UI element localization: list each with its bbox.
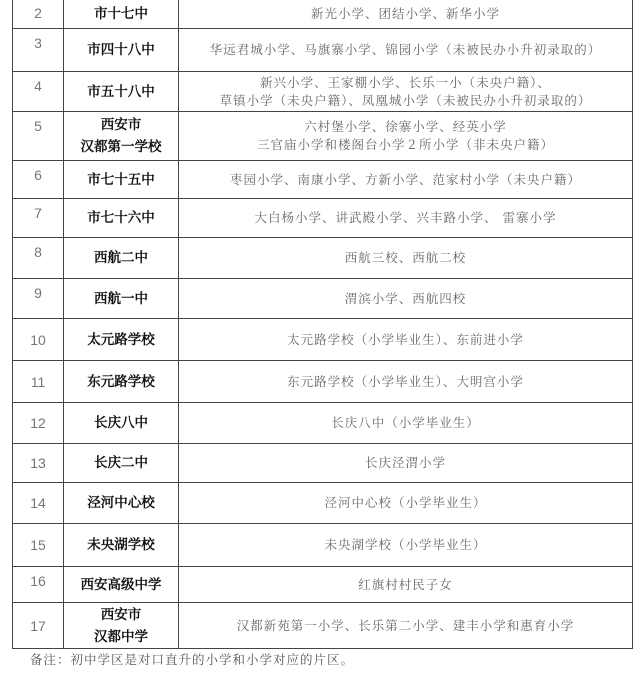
- middle-school-name: [64, 29, 179, 72]
- row-number: 5: [13, 112, 64, 161]
- middle-school-name: [64, 319, 179, 361]
- primary-school-areas: [179, 238, 633, 279]
- table-row: [13, 403, 633, 444]
- school-name-line: 市七十五中: [87, 171, 155, 188]
- middle-school-name: [64, 524, 179, 567]
- area-line: 大白杨小学、讲武殿小学、兴丰路小学、 雷寨小学: [254, 210, 557, 225]
- school-name-line: 市十七中: [94, 5, 148, 22]
- footnote: 备注：初中学区是对口直升的小学和小学对应的片区。: [30, 652, 355, 667]
- row-number: 3: [13, 29, 64, 72]
- middle-school-name: [64, 238, 179, 279]
- middle-school-name: [64, 444, 179, 483]
- area-line: 未央湖学校（小学毕业生）: [324, 537, 487, 552]
- middle-school-name: [64, 161, 179, 199]
- school-name-line: 汉都中学: [94, 628, 148, 645]
- primary-school-areas: [179, 319, 633, 361]
- primary-school-areas: [179, 483, 633, 524]
- school-name-line: 市四十八中: [87, 42, 155, 58]
- row-number: 14: [13, 483, 64, 524]
- row-number: 17: [13, 603, 64, 649]
- primary-school-areas: [179, 161, 633, 199]
- table-row: [13, 199, 633, 238]
- middle-school-name: [64, 567, 179, 603]
- school-name-line: 西安市: [100, 606, 142, 623]
- area-line: 渭滨小学、西航四校: [344, 290, 467, 306]
- row-number: 8: [13, 238, 64, 279]
- row-number: 9: [13, 279, 64, 319]
- area-line: 太元路学校（小学毕业生）、东前进小学: [287, 331, 524, 347]
- school-name-line: 西航二中: [94, 250, 148, 266]
- school-name-line: 西安市: [100, 117, 142, 133]
- table-row: [13, 444, 633, 483]
- primary-school-areas: [179, 0, 633, 29]
- area-line: 新兴小学、王家棚小学、长乐一小（未央户籍）、: [260, 74, 551, 90]
- primary-school-areas: [179, 444, 633, 483]
- primary-school-areas: [179, 361, 633, 403]
- table-row: [13, 112, 633, 161]
- area-line: 红旗村村民子女: [358, 576, 453, 592]
- middle-school-name: [64, 603, 179, 649]
- row-number: 12: [13, 403, 64, 444]
- school-name-line: 东元路学校: [87, 373, 155, 390]
- school-name-line: 西安高级中学: [80, 576, 162, 593]
- primary-school-areas: [179, 567, 633, 603]
- middle-school-name: [64, 112, 179, 161]
- area-line: 枣园小学、南康小学、方新小学、范家村小学（未央户籍）: [229, 171, 581, 187]
- area-line: 草镇小学（未央户籍）、凤凰城小学（未被民办小升初录取的）: [219, 92, 592, 108]
- primary-school-areas: [179, 279, 633, 319]
- school-name-line: 长庆八中: [94, 415, 148, 431]
- area-line: 华远君城小学、马旗寨小学、锦园小学（未被民办小升初录取的）: [209, 42, 602, 57]
- row-number: 13: [13, 444, 64, 483]
- row-number: 6: [13, 161, 64, 199]
- row-number: 15: [13, 524, 64, 567]
- row-number: 16: [13, 567, 64, 603]
- row-number: 4: [13, 72, 64, 112]
- table-row: [13, 361, 633, 403]
- school-name-line: 汉都第一学校: [80, 139, 162, 155]
- table-row: [13, 29, 633, 72]
- primary-school-areas: [179, 29, 633, 72]
- school-district-table-container: [12, 0, 632, 649]
- area-line: 东元路学校（小学毕业生）、大明宫小学: [287, 373, 524, 389]
- row-number: 10: [13, 319, 64, 361]
- row-number: 2: [13, 0, 64, 29]
- school-name-line: 未央湖学校: [87, 537, 155, 553]
- school-name-line: 泾河中心校: [87, 495, 155, 511]
- area-line: 长庆八中（小学毕业生）: [331, 415, 480, 430]
- area-line: 西航三校、西航二校: [344, 250, 467, 265]
- table-row: [13, 603, 633, 649]
- middle-school-name: [64, 279, 179, 319]
- table-row: [13, 567, 633, 603]
- primary-school-areas: [179, 72, 633, 112]
- middle-school-name: [64, 199, 179, 238]
- table-row: [13, 72, 633, 112]
- primary-school-areas: [179, 603, 633, 649]
- middle-school-name: [64, 403, 179, 444]
- middle-school-name: [64, 483, 179, 524]
- school-name-line: 太元路学校: [87, 331, 155, 348]
- primary-school-areas: [179, 524, 633, 567]
- area-line: 六村堡小学、徐寨小学、经英小学: [304, 119, 507, 134]
- table-row: [13, 238, 633, 279]
- middle-school-name: [64, 0, 179, 29]
- area-line: 泾河中心校（小学毕业生）: [324, 495, 487, 510]
- school-district-table: [12, 0, 633, 649]
- primary-school-areas: [179, 112, 633, 161]
- primary-school-areas: [179, 403, 633, 444]
- table-row: [13, 524, 633, 567]
- table-body: [13, 0, 633, 649]
- primary-school-areas: [179, 199, 633, 238]
- school-name-line: 市七十六中: [87, 210, 155, 226]
- middle-school-name: [64, 361, 179, 403]
- table-row: [13, 279, 633, 319]
- table-row: [13, 161, 633, 199]
- school-name-line: 西航一中: [94, 290, 148, 307]
- area-line: 长庆泾渭小学: [364, 455, 446, 470]
- school-name-line: 市五十八中: [87, 83, 155, 100]
- middle-school-name: [64, 72, 179, 112]
- row-number: 7: [13, 199, 64, 238]
- table-row: [13, 319, 633, 361]
- area-line: 新光小学、团结小学、新华小学: [310, 5, 500, 21]
- area-line: 汉都新苑第一小学、长乐第二小学、建丰小学和惠育小学: [236, 617, 575, 633]
- area-line: 三官庙小学和楼阁台小学２所小学（非未央户籍）: [256, 137, 554, 152]
- table-row: [13, 0, 633, 29]
- school-name-line: 长庆二中: [94, 455, 148, 471]
- row-number: 11: [13, 361, 64, 403]
- table-row: [13, 483, 633, 524]
